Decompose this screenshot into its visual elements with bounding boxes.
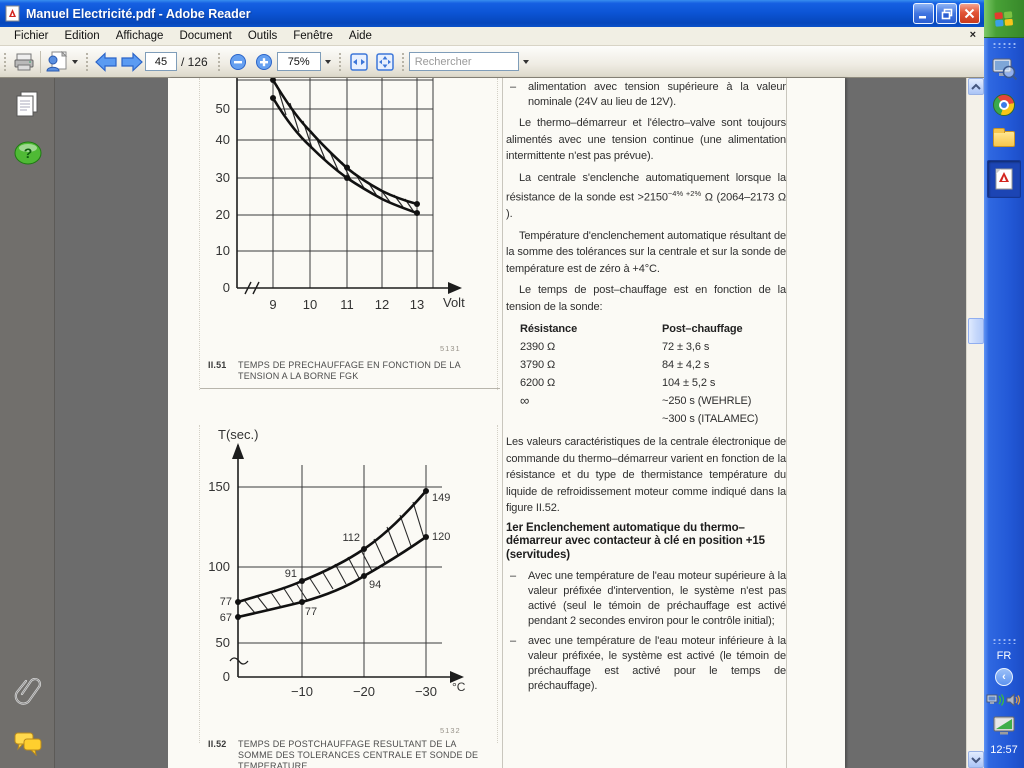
chevron-down-icon [971, 756, 981, 764]
table-row: ∞ ~250 s (WEHRLE) [520, 392, 752, 408]
sign-task-button[interactable] [44, 49, 82, 75]
window-title: Manuel Electricité.pdf - Adobe Reader [26, 6, 251, 21]
svg-text:149: 149 [432, 492, 451, 504]
svg-text:91: 91 [284, 568, 297, 580]
resistance-table [520, 320, 786, 428]
print-button[interactable] [11, 49, 37, 75]
fit-page-icon [374, 52, 396, 72]
x-axis-label: °C [452, 680, 466, 694]
clock[interactable]: 12:57 [990, 744, 1018, 756]
paragraph: La centrale s'enclenche automatiquement lorsque la résistance de la sonde est $>2150^{-4\% +2\%}$ Ω (2064–2173 Ω ). [506, 171, 786, 221]
x-tick-labels [269, 297, 424, 312]
chevron-up-icon [971, 83, 981, 91]
y-axis-label: T(sec.) [218, 427, 259, 442]
arrow-left-icon [94, 52, 118, 72]
scrollbar-thumb[interactable] [968, 318, 984, 344]
zoom-out-button[interactable] [225, 49, 251, 75]
svg-text:10: 10 [302, 297, 318, 312]
menu-edition[interactable]: Edition [64, 30, 100, 42]
table-row: 3790 Ω 84 ± 4,2 s [520, 358, 710, 371]
speaker-icon [1006, 692, 1022, 708]
svg-text:50: 50 [215, 101, 230, 116]
page-total-label: / 126 [181, 54, 208, 69]
comments-icon [13, 730, 43, 756]
quicklaunch-grip[interactable] [992, 42, 1016, 48]
dropdown-caret-icon [72, 60, 78, 64]
svg-text:120: 120 [432, 531, 451, 543]
folder-icon [993, 131, 1015, 147]
upper-curve [273, 80, 417, 204]
document-close-icon[interactable]: × [969, 29, 976, 41]
navigation-panel [0, 78, 55, 768]
figure-caption-text: TEMPS DE PRECHAUFFAGE EN FONCTION DE LA TENSION A LA BORNE FGK [238, 360, 461, 381]
menu-outils[interactable]: Outils [247, 30, 278, 42]
menu-aide[interactable]: Aide [348, 30, 372, 42]
taskbar-adobe-reader-button[interactable] [987, 160, 1021, 198]
table-header-row: Résistance Post–chauffage [520, 322, 743, 335]
zoom-in-button[interactable] [251, 49, 277, 75]
y-tick-labels [216, 101, 230, 295]
data-points [270, 78, 420, 216]
scroll-down-button[interactable] [968, 751, 984, 768]
svg-text:150: 150 [208, 479, 230, 494]
chart-prechauffage [200, 78, 472, 346]
display-icon [993, 716, 1015, 736]
lower-curve [238, 537, 426, 617]
hide-tray-icons-button[interactable] [995, 668, 1013, 686]
svg-text:0: 0 [222, 669, 230, 684]
svg-text:94: 94 [369, 579, 382, 591]
quicklaunch-folder-button[interactable] [987, 122, 1021, 156]
svg-text:77: 77 [304, 606, 318, 618]
figure-number: II.51 [208, 360, 227, 370]
svg-text:10: 10 [215, 243, 230, 258]
plate-ref: 5132 [440, 726, 461, 735]
figure-number: II.52 [208, 739, 227, 749]
toolbar [0, 46, 984, 78]
close-button[interactable] [959, 3, 980, 24]
table-row: ~300 s (ITALAMEC) [662, 412, 759, 425]
page-number-input[interactable] [145, 52, 177, 71]
toolbar-grip[interactable] [3, 52, 8, 72]
windows-flag-icon [993, 9, 1015, 29]
arrow-right-icon [120, 52, 144, 72]
list-item: – alimentation avec tension supérieure à la valeur nominale (24V au lieu de 12V). [510, 81, 786, 108]
comments-panel-button[interactable] [13, 730, 43, 761]
section-heading: 1er Enclenchement automatique du thermo–démarreur avec contacteur à clé en position +15 (servitudes) [506, 521, 765, 561]
pdf-page [168, 78, 845, 768]
fit-width-icon [348, 52, 370, 72]
svg-text:−20: −20 [352, 684, 376, 699]
display-tray-icon[interactable] [993, 716, 1015, 741]
title-bar[interactable] [0, 0, 984, 27]
menu-fichier[interactable]: Fichier [14, 30, 49, 42]
paragraph: Le temps de post–chauffage est en fonction de la tension de la sonde: [506, 284, 786, 313]
pdf-document-icon [993, 167, 1015, 191]
svg-text:50: 50 [215, 635, 230, 650]
paragraph: Le thermo–démarreur et l'électro–valve sont toujours alimentés avec une tension continue (une alimentation intermittente n'est pas prévue). [506, 117, 786, 162]
help-icon [13, 140, 43, 166]
x-tick-labels [291, 684, 437, 699]
desktop-search-icon [991, 57, 1017, 81]
zoom-in-icon [255, 53, 273, 71]
svg-text:11: 11 [340, 297, 354, 312]
y-tick-labels [208, 479, 230, 684]
paragraph: Les valeurs caractéristiques de la centrale électronique de commande du thermo–démarreur varient en fonction de la résistance et du type de thermistance température du liquide de refroidissement moteur comme indiqué dans la figure II.52. [506, 436, 786, 515]
document-person-icon [45, 51, 69, 73]
search-input[interactable] [409, 52, 519, 71]
figure-border [497, 78, 498, 390]
table-row: 6200 Ω 104 ± 5,2 s [520, 376, 716, 389]
tray-grip[interactable] [992, 638, 1016, 644]
svg-text:77: 77 [219, 596, 232, 608]
menu-fenetre[interactable]: Fenêtre [293, 30, 333, 42]
menu-bar [0, 27, 984, 46]
figure-caption-text: TEMPS DE POSTCHAUFFAGE RESULTANT DE LA SOMME DES TOLERANCES CENTRALE ET SONDE DE TEMPERATURE [238, 739, 479, 768]
previous-page-button[interactable] [93, 49, 119, 75]
minimize-button[interactable] [913, 3, 934, 24]
attachments-panel-button[interactable] [13, 674, 43, 711]
zoom-level-display[interactable]: 75% [277, 52, 321, 71]
svg-text:9: 9 [269, 297, 277, 312]
text-column [506, 80, 786, 699]
svg-text:67: 67 [219, 612, 232, 624]
svg-text:?: ? [23, 145, 33, 161]
scroll-up-button[interactable] [968, 78, 984, 95]
table-row: 2390 Ω 72 ± 3,6 s [520, 340, 710, 353]
caption-rule [200, 388, 500, 389]
pages-panel-button[interactable] [13, 90, 41, 123]
language-indicator[interactable]: FR [996, 650, 1012, 662]
next-page-button[interactable] [119, 49, 145, 75]
volume-tray-icon[interactable] [1006, 692, 1022, 713]
dropdown-caret-icon [325, 60, 331, 64]
toolbar-grip[interactable] [401, 52, 406, 72]
column-rule [786, 78, 787, 768]
axis-break [230, 658, 248, 664]
taskbar [984, 0, 1024, 768]
pages-icon [13, 90, 41, 118]
network-icon [986, 692, 1004, 708]
printer-icon [13, 52, 35, 72]
paperclip-icon [13, 674, 43, 706]
svg-text:100: 100 [208, 559, 230, 574]
list-item: – Avec une température de l'eau moteur supérieure à la valeur préfixée d'intervention, le système n'est pas activé (seul le témoin de préchauffage est activé pendant 2 secondes environ pour le contrôle initial); [510, 570, 786, 628]
search-dropdown-button[interactable] [519, 49, 533, 75]
zoom-dropdown-button[interactable] [321, 49, 335, 75]
svg-text:30: 30 [215, 170, 230, 185]
svg-text:112: 112 [342, 532, 360, 544]
svg-text:20: 20 [215, 207, 230, 222]
x-axis-label: Volt [443, 295, 465, 310]
chart-postchauffage [200, 425, 472, 737]
adobe-reader-icon [4, 5, 21, 22]
upper-curve [238, 491, 426, 602]
column-rule [502, 78, 503, 768]
fit-page-button[interactable] [372, 49, 398, 75]
toolbar-grip[interactable] [338, 52, 343, 72]
fit-width-button[interactable] [346, 49, 372, 75]
svg-text:40: 40 [215, 132, 230, 147]
network-tray-icon[interactable] [986, 692, 1004, 713]
svg-text:0: 0 [222, 280, 230, 295]
list-item: – avec une température de l'eau moteur inférieure à la valeur préfixée, le système est activé (le témoin de préchauffage est activé pour le temps de préchauffage). [510, 635, 786, 693]
howto-panel-button[interactable] [13, 140, 43, 171]
svg-text:−10: −10 [290, 684, 314, 699]
toolbar-grip[interactable] [217, 52, 222, 72]
restore-button[interactable] [936, 3, 957, 24]
dropdown-caret-icon [523, 60, 529, 64]
svg-text:−30: −30 [414, 684, 438, 699]
quicklaunch-search-button[interactable] [987, 52, 1021, 86]
figure-caption [208, 739, 498, 768]
chevron-left-icon: ‹ [995, 668, 1013, 686]
figure-caption [208, 360, 498, 382]
svg-text:12: 12 [374, 297, 390, 312]
toolbar-grip[interactable] [85, 52, 90, 72]
browser-icon [993, 94, 1015, 116]
menu-affichage[interactable]: Affichage [115, 30, 164, 42]
menu-document[interactable]: Document [179, 30, 232, 42]
vertical-scrollbar[interactable] [966, 78, 984, 768]
toolbar-separator [40, 51, 41, 73]
tolerance-superscript: −4% +2% [667, 189, 702, 198]
quicklaunch-browser-button[interactable] [987, 88, 1021, 122]
zoom-out-icon [229, 53, 247, 71]
tolerance-hatch [277, 85, 414, 212]
paragraph: Température d'enclenchement automatique résultant de la somme des tolérances sur la centrale et sur la sonde de température est de zéro à +4°C. [506, 229, 786, 275]
plate-ref: 5131 [440, 344, 461, 353]
svg-text:13: 13 [409, 297, 425, 312]
start-button[interactable] [984, 0, 1024, 38]
figure-border [497, 425, 498, 743]
